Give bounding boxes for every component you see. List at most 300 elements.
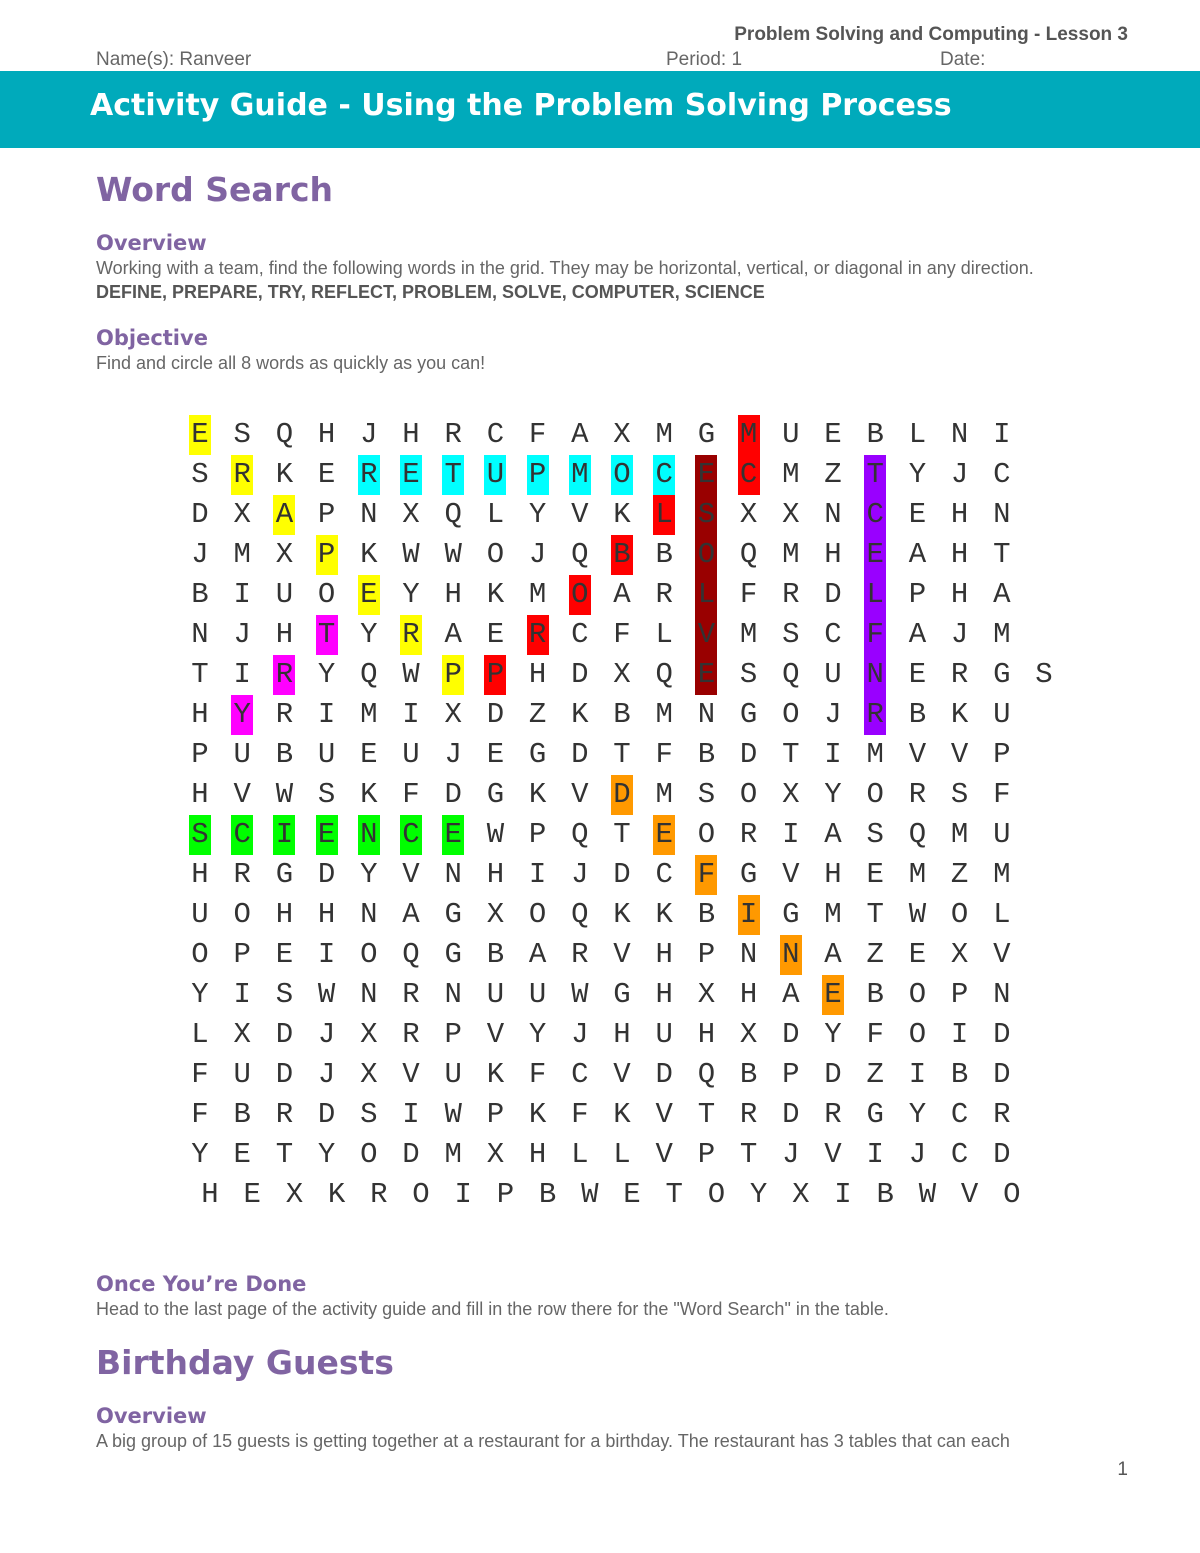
grid-letter: N: [993, 978, 1011, 1011]
grid-letter: S: [697, 498, 716, 531]
grid-letter: E: [243, 1178, 261, 1211]
grid-letter: N: [360, 978, 378, 1011]
grid-letter: B: [613, 538, 631, 571]
grid-letter: V: [960, 1178, 979, 1211]
grid-letter: N: [866, 658, 884, 691]
grid-letter: P: [908, 578, 927, 611]
grid-letter: R: [233, 458, 251, 491]
grid-letter: G: [528, 738, 547, 771]
grid-letter: A: [824, 938, 842, 971]
grid-letter: J: [908, 1138, 927, 1171]
grid-letter: N: [993, 498, 1011, 531]
grid-letter: A: [402, 898, 420, 931]
grid-letter: L: [908, 418, 927, 451]
grid-letter: H: [824, 538, 842, 571]
grid-letter: J: [571, 858, 589, 891]
grid-letter: D: [571, 658, 589, 691]
grid-letter: D: [275, 1058, 294, 1091]
grid-letter: P: [697, 938, 716, 971]
grid-letter: R: [782, 578, 800, 611]
grid-letter: I: [402, 698, 420, 731]
header-lesson: Problem Solving and Computing - Lesson 3: [734, 24, 1128, 45]
grid-letter: D: [275, 1018, 294, 1051]
grid-letter: A: [908, 538, 927, 571]
grid-letter: W: [275, 778, 294, 811]
grid-letter: L: [191, 1018, 209, 1051]
grid-letter: X: [739, 498, 758, 531]
grid-letter: N: [782, 938, 800, 971]
grid-letter: H: [528, 1138, 547, 1171]
grid-letter: M: [782, 458, 800, 491]
grid-letter: H: [402, 418, 420, 451]
grid-letter: H: [486, 858, 505, 891]
grid-letter: F: [191, 1098, 209, 1131]
grid-letter: I: [782, 818, 800, 851]
grid-letter: C: [571, 1058, 589, 1091]
grid-letter: O: [908, 1018, 927, 1051]
grid-letter: Y: [528, 498, 547, 531]
grid-letter: C: [402, 818, 420, 851]
grid-letter: F: [866, 618, 884, 651]
grid-letter: V: [402, 858, 420, 891]
grid-letter: U: [528, 978, 547, 1011]
grid-letter: H: [317, 418, 336, 451]
grid-letter: O: [233, 898, 251, 931]
grid-letter: E: [486, 738, 505, 771]
grid-letter: H: [613, 1018, 631, 1051]
grid-letter: X: [782, 778, 800, 811]
grid-letter: L: [866, 578, 884, 611]
grid-letter: Y: [749, 1178, 768, 1211]
grid-letter: W: [571, 978, 589, 1011]
done-heading: Once You’re Done: [96, 1272, 307, 1296]
grid-letter: Y: [908, 1098, 927, 1131]
grid-letter: M: [824, 898, 842, 931]
grid-letter: H: [655, 938, 673, 971]
grid-letter: P: [528, 458, 547, 491]
grid-letter: S: [697, 778, 716, 811]
grid-letter: K: [613, 498, 631, 531]
grid-letter: N: [697, 698, 716, 731]
grid-letter: K: [275, 458, 294, 491]
grid-letter: R: [233, 858, 251, 891]
grid-letter: V: [233, 778, 251, 811]
grid-letter: X: [233, 498, 251, 531]
grid-letter: P: [191, 738, 209, 771]
grid-letter: I: [317, 938, 336, 971]
grid-letter: E: [623, 1178, 641, 1211]
grid-letter: Z: [824, 458, 842, 491]
grid-letter: A: [782, 978, 800, 1011]
grid-letter: M: [908, 858, 927, 891]
grid-letter: O: [613, 458, 631, 491]
grid-letter: E: [697, 658, 716, 691]
grid-letter: R: [739, 818, 758, 851]
grid-letter: N: [360, 498, 378, 531]
grid-letter: Q: [571, 898, 589, 931]
grid-letter: X: [613, 658, 631, 691]
grid-letter: T: [665, 1178, 683, 1211]
grid-letter: A: [613, 578, 631, 611]
grid-letter: O: [697, 818, 716, 851]
grid-letter: V: [402, 1058, 420, 1091]
grid-letter: J: [571, 1018, 589, 1051]
grid-letter: E: [908, 938, 927, 971]
grid-letter: D: [993, 1018, 1011, 1051]
grid-letter: A: [444, 618, 462, 651]
grid-letter: M: [950, 818, 969, 851]
grid-letter: O: [739, 778, 758, 811]
grid-letter: E: [908, 658, 927, 691]
grid-letter: I: [866, 1138, 884, 1171]
grid-letter: U: [402, 738, 420, 771]
grid-letter: I: [908, 1058, 927, 1091]
grid-letter: Q: [275, 418, 294, 451]
grid-letter: E: [402, 458, 420, 491]
period-field: Period: 1: [666, 49, 743, 70]
grid-letter: X: [402, 498, 420, 531]
grid-letter: O: [908, 978, 927, 1011]
grid-letter: G: [993, 658, 1011, 691]
grid-letter: X: [233, 1018, 251, 1051]
grid-letter: G: [697, 418, 716, 451]
grid-letter: I: [993, 418, 1011, 451]
date-field: Date:: [940, 49, 986, 70]
grid-letter: Q: [908, 818, 927, 851]
grid-letter: K: [528, 1098, 547, 1131]
grid-letter: O: [707, 1178, 726, 1211]
grid-letter: E: [866, 538, 884, 571]
grid-letter: A: [528, 938, 547, 971]
grid-letter: B: [739, 1058, 758, 1091]
grid-letter: D: [739, 738, 758, 771]
grid-letter: I: [233, 578, 251, 611]
grid-letter: L: [697, 578, 716, 611]
grid-letter: O: [528, 898, 547, 931]
grid-letter: H: [739, 978, 758, 1011]
grid-letter: M: [360, 698, 378, 731]
grid-letter: T: [613, 738, 631, 771]
grid-letter: S: [866, 818, 884, 851]
grid-letter: N: [191, 618, 209, 651]
grid-letter: C: [486, 418, 505, 451]
grid-letter: L: [571, 1138, 589, 1171]
grid-letter: W: [317, 978, 336, 1011]
grid-letter: B: [866, 418, 884, 451]
grid-letter: J: [360, 418, 378, 451]
grid-letter: W: [402, 658, 420, 691]
grid-letter: G: [444, 898, 462, 931]
grid-letter: E: [866, 858, 884, 891]
grid-letter: O: [360, 938, 378, 971]
grid-letter: T: [613, 818, 631, 851]
birthday-overview-text: A big group of 15 guests is getting together at a restaurant for a birthday. The restaurant has 3 tables that can each: [96, 1431, 1010, 1451]
grid-letter: R: [275, 1098, 294, 1131]
grid-letter: M: [993, 858, 1011, 891]
grid-letter: H: [191, 858, 209, 891]
grid-letter: G: [782, 898, 800, 931]
grid-letter: P: [993, 738, 1011, 771]
grid-letter: H: [191, 698, 209, 731]
grid-letter: Y: [233, 698, 251, 731]
grid-letter: X: [950, 938, 969, 971]
grid-letter: M: [655, 418, 673, 451]
grid-letter: I: [275, 818, 294, 851]
grid-letter: N: [739, 938, 758, 971]
grid-letter: D: [824, 578, 842, 611]
grid-letter: X: [360, 1018, 378, 1051]
grid-letter: N: [360, 898, 378, 931]
grid-letter: F: [528, 418, 547, 451]
grid-letter: R: [402, 618, 420, 651]
grid-letter: B: [275, 738, 294, 771]
grid-letter: E: [908, 498, 927, 531]
grid-letter: F: [191, 1058, 209, 1091]
grid-letter: B: [697, 898, 716, 931]
grid-letter: L: [486, 498, 505, 531]
grid-letter: X: [792, 1178, 810, 1211]
objective-text: Find and circle all 8 words as quickly as you can!: [96, 353, 486, 373]
grid-letter: S: [950, 778, 969, 811]
grid-letter: R: [402, 978, 420, 1011]
grid-letter: P: [317, 538, 336, 571]
grid-letter: H: [275, 618, 294, 651]
grid-letter: M: [739, 618, 758, 651]
grid-letter: U: [993, 818, 1011, 851]
grid-letter: F: [655, 738, 673, 771]
grid-letter: U: [317, 738, 336, 771]
grid-letter: S: [191, 818, 209, 851]
grid-letter: Y: [528, 1018, 547, 1051]
grid-letter: J: [444, 738, 462, 771]
grid-letter: J: [233, 618, 251, 651]
grid-letter: U: [782, 418, 800, 451]
grid-letter: Z: [528, 698, 547, 731]
grid-letter: H: [201, 1178, 219, 1211]
grid-letter: O: [571, 578, 589, 611]
grid-letter: P: [233, 938, 251, 971]
page-title: Activity Guide - Using the Problem Solving Process: [90, 88, 952, 123]
grid-letter: E: [360, 578, 378, 611]
grid-letter: O: [360, 1138, 378, 1171]
grid-letter: L: [613, 1138, 631, 1171]
grid-letter: R: [402, 1018, 420, 1051]
grid-letter: T: [191, 658, 209, 691]
grid-letter: B: [233, 1098, 251, 1131]
grid-letter: M: [782, 538, 800, 571]
grid-letter: Y: [191, 1138, 209, 1171]
grid-letter: X: [697, 978, 716, 1011]
grid-letter: L: [655, 498, 673, 531]
grid-letter: T: [275, 1138, 294, 1171]
grid-letter: S: [233, 418, 251, 451]
grid-letter: Y: [317, 658, 336, 691]
grid-letter: N: [444, 858, 462, 891]
grid-letter: S: [275, 978, 294, 1011]
grid-letter: R: [866, 698, 884, 731]
grid-letter: G: [486, 778, 505, 811]
grid-letter: H: [444, 578, 462, 611]
grid-letter: B: [697, 738, 716, 771]
grid-letter: R: [370, 1178, 388, 1211]
grid-letter: I: [950, 1018, 969, 1051]
grid-letter: B: [876, 1178, 894, 1211]
grid-letter: P: [486, 658, 505, 691]
grid-letter: K: [327, 1178, 346, 1211]
grid-letter: V: [993, 938, 1011, 971]
overview-heading: Overview: [96, 231, 207, 255]
grid-letter: I: [824, 738, 842, 771]
grid-letter: H: [824, 858, 842, 891]
grid-letter: F: [571, 1098, 589, 1131]
grid-letter: Z: [866, 938, 884, 971]
grid-letter: Y: [317, 1138, 336, 1171]
grid-letter: P: [444, 658, 462, 691]
grid-letter: Y: [824, 778, 842, 811]
grid-letter: P: [444, 1018, 462, 1051]
grid-letter: O: [782, 698, 800, 731]
grid-letter: E: [191, 418, 209, 451]
grid-letter: V: [655, 1098, 673, 1131]
grid-letter: J: [317, 1058, 336, 1091]
grid-letter: G: [444, 938, 462, 971]
grid-letter: U: [191, 898, 209, 931]
word-list: DEFINE, PREPARE, TRY, REFLECT, PROBLEM, SOLVE, COMPUTER, SCIENCE: [96, 282, 765, 302]
grid-letter: K: [360, 778, 378, 811]
grid-letter: Q: [444, 498, 462, 531]
grid-letter: X: [486, 1138, 505, 1171]
grid-letter: Y: [824, 1018, 842, 1051]
grid-letter: M: [655, 698, 673, 731]
grid-letter: R: [824, 1098, 842, 1131]
grid-letter: V: [655, 1138, 673, 1171]
grid-letter: T: [739, 1138, 758, 1171]
grid-letter: C: [233, 818, 251, 851]
grid-letter: B: [950, 1058, 969, 1091]
grid-letter: P: [697, 1138, 716, 1171]
grid-letter: E: [824, 418, 842, 451]
grid-letter: U: [993, 698, 1011, 731]
objective-heading: Objective: [96, 326, 208, 350]
grid-letter: F: [697, 858, 716, 891]
grid-letter: Q: [655, 658, 673, 691]
grid-letter: C: [739, 458, 758, 491]
grid-letter: H: [528, 658, 547, 691]
grid-letter: D: [317, 1098, 336, 1131]
grid-letter: D: [613, 778, 631, 811]
grid-letter: D: [613, 858, 631, 891]
grid-letter: V: [613, 1058, 631, 1091]
grid-letter: T: [697, 1098, 716, 1131]
grid-letter: P: [950, 978, 969, 1011]
grid-letter: C: [950, 1098, 969, 1131]
grid-letter: K: [486, 578, 505, 611]
grid-letter: T: [866, 898, 884, 931]
grid-letter: O: [191, 938, 209, 971]
grid-letter: N: [824, 498, 842, 531]
grid-letter: P: [496, 1178, 515, 1211]
grid-letter: I: [834, 1178, 852, 1211]
grid-letter: D: [571, 738, 589, 771]
grid-letter: K: [486, 1058, 505, 1091]
grid-letter: G: [613, 978, 631, 1011]
grid-letter: X: [360, 1058, 378, 1091]
page-number: 1: [1117, 1459, 1128, 1480]
grid-letter: F: [866, 1018, 884, 1051]
grid-letter: H: [950, 498, 969, 531]
grid-letter: B: [486, 938, 505, 971]
grid-letter: R: [571, 938, 589, 971]
grid-letter: C: [824, 618, 842, 651]
grid-letter: D: [824, 1058, 842, 1091]
grid-letter: I: [233, 978, 251, 1011]
grid-letter: M: [528, 578, 547, 611]
grid-letter: R: [739, 1098, 758, 1131]
grid-letter: S: [360, 1098, 378, 1131]
grid-letter: O: [317, 578, 336, 611]
grid-letter: H: [950, 538, 969, 571]
grid-letter: O: [1003, 1178, 1021, 1211]
grid-letter: G: [739, 858, 758, 891]
grid-letter: V: [908, 738, 927, 771]
grid-letter: P: [486, 1098, 505, 1131]
grid-letter: O: [697, 538, 716, 571]
grid-letter: D: [402, 1138, 420, 1171]
grid-letter: T: [782, 738, 800, 771]
grid-letter: V: [486, 1018, 505, 1051]
grid-letter: K: [571, 698, 589, 731]
grid-letter: D: [317, 858, 336, 891]
grid-letter: C: [950, 1138, 969, 1171]
grid-letter: J: [782, 1138, 800, 1171]
grid-letter: O: [412, 1178, 430, 1211]
grid-letter: C: [866, 498, 884, 531]
grid-letter: F: [402, 778, 420, 811]
grid-letter: V: [950, 738, 969, 771]
grid-letter: V: [571, 498, 589, 531]
grid-letter: B: [191, 578, 209, 611]
grid-letter: S: [317, 778, 336, 811]
grid-letter: S: [191, 458, 209, 491]
grid-letter: Y: [908, 458, 927, 491]
grid-letter: T: [444, 458, 462, 491]
grid-letter: P: [782, 1058, 800, 1091]
grid-letter: F: [613, 618, 631, 651]
grid-letter: X: [444, 698, 462, 731]
grid-letter: B: [908, 698, 927, 731]
grid-letter: Z: [950, 858, 969, 891]
grid-letter: T: [993, 538, 1011, 571]
grid-letter: R: [444, 418, 462, 451]
grid-letter: A: [993, 578, 1011, 611]
grid-letter: R: [993, 1098, 1011, 1131]
grid-letter: E: [444, 818, 462, 851]
grid-letter: I: [317, 698, 336, 731]
grid-letter: A: [571, 418, 589, 451]
grid-letter: Y: [360, 858, 378, 891]
grid-letter: B: [866, 978, 884, 1011]
grid-letter: I: [233, 658, 251, 691]
grid-letter: S: [739, 658, 758, 691]
grid-letter: D: [782, 1098, 800, 1131]
grid-letter: F: [739, 578, 758, 611]
grid-letter: G: [275, 858, 294, 891]
grid-letter: F: [993, 778, 1011, 811]
grid-letter: P: [528, 818, 547, 851]
grid-letter: J: [824, 698, 842, 731]
grid-letter: E: [655, 818, 673, 851]
grid-letter: M: [739, 418, 758, 451]
